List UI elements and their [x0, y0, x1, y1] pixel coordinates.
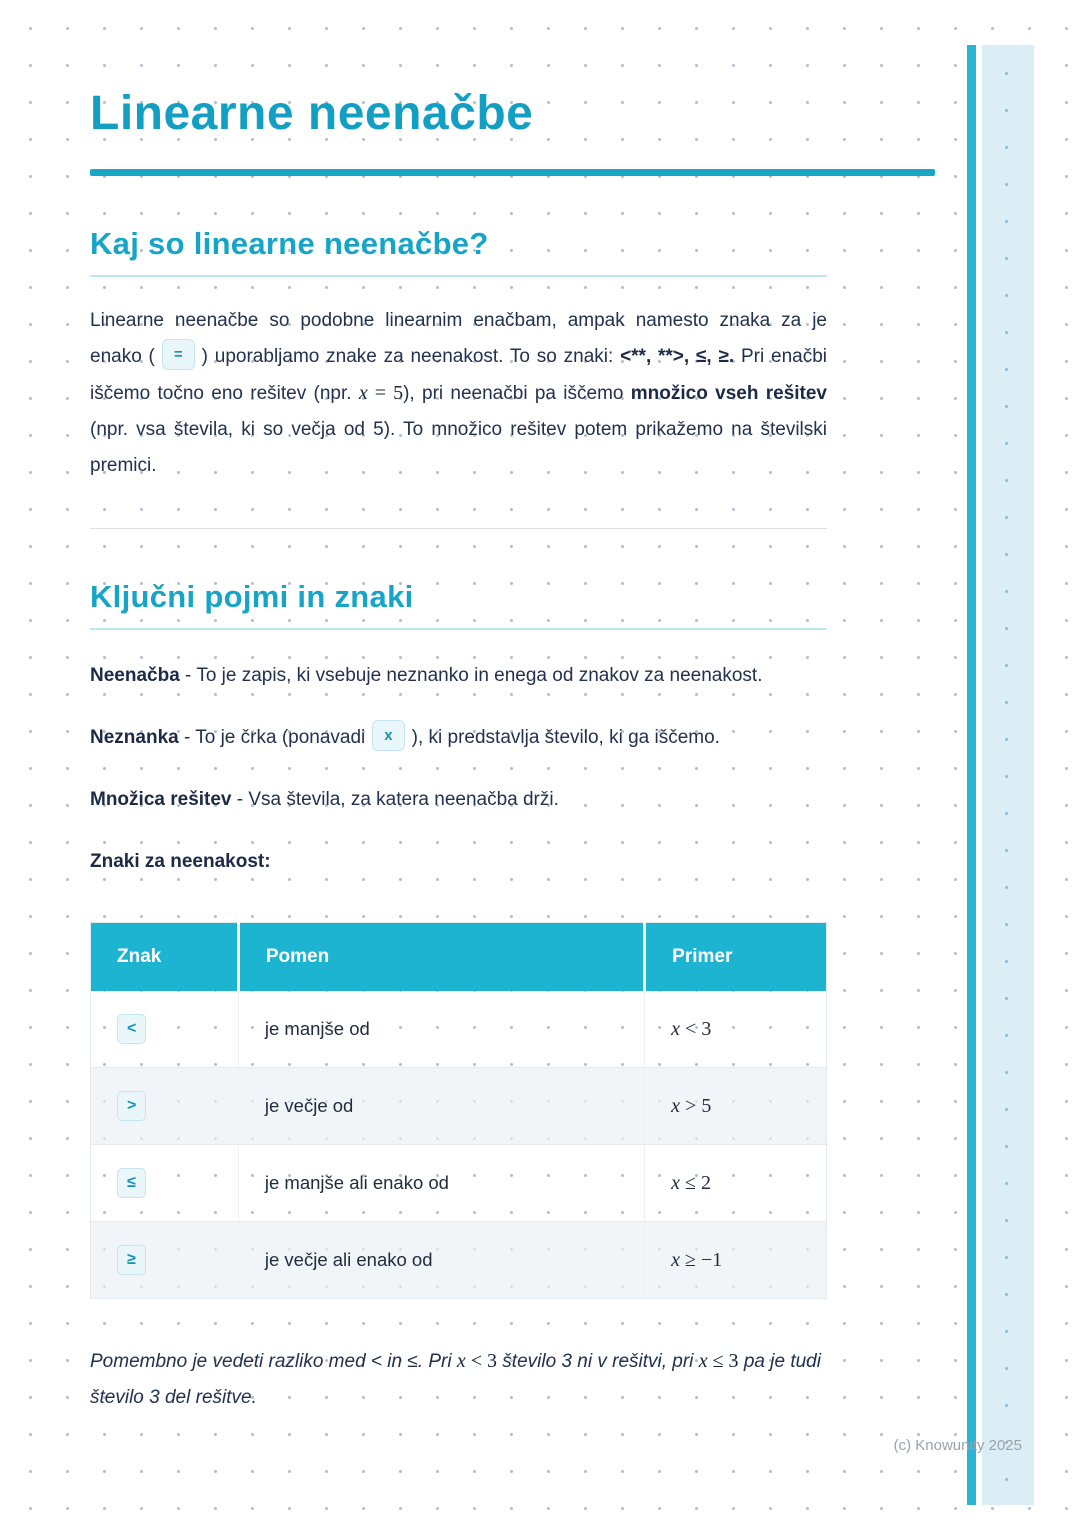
term-mnozica-resitev: Množica rešitev - Vsa števila, za katera neenačba drži. [90, 789, 559, 810]
math-x-equals-5: x = 5 [358, 382, 404, 404]
table-header-row [91, 923, 827, 992]
table-row [91, 1068, 827, 1145]
less-than-chip: < [117, 1014, 146, 1044]
intro-text-3: Pri enačbi iščemo točno eno rešitev (npr. [90, 346, 827, 404]
greater-equal-chip: ≥ [117, 1245, 146, 1275]
intro-text-4: ), pri neenačbi pa iščemo [403, 383, 631, 404]
intro-text-2: ) uporabljamo znake za neenakost. To so znaki: [201, 346, 621, 367]
right-decoration-band [982, 45, 1034, 1505]
signs-list-label: Znaki za neenakost: [90, 851, 271, 872]
math-x-lessequal-3: x ≤ 3 [698, 1350, 739, 1372]
intro-text-1: Linearne neenačbe so podobne linearnim enačbam, ampak namesto znaka za je enako ( [90, 310, 827, 367]
cell-primer: x < 3 [645, 991, 827, 1068]
section-key-terms [90, 579, 827, 1416]
cell-pomen: je večje od [238, 1068, 644, 1145]
table-header-znak: Znak [91, 923, 239, 992]
term-neenacba-label: Neenačba [90, 665, 180, 686]
inequality-signs-table [90, 922, 827, 1299]
table-header-primer: Primer [645, 923, 827, 992]
term-neenacba: Neenačba - To je zapis, ki vsebuje neznanko in enega od znakov za neenakost. [90, 665, 763, 686]
term-neznanka: Neznanka - To je črka (ponavadi x ), ki predstavlja število, ki ga iščemo. [90, 720, 827, 756]
section-intro [90, 226, 827, 484]
cell-pomen: je večje ali enako od [238, 1222, 644, 1299]
greater-than-chip: > [117, 1091, 146, 1121]
table-row [91, 1222, 827, 1299]
inequality-signs-bold: <**, **>, ≤, ≥. [620, 346, 735, 367]
math-x-less-3: x < 3 [456, 1350, 498, 1372]
cell-primer: x ≥ −1 [645, 1222, 827, 1299]
content-column [90, 86, 827, 1416]
equals-sign-chip: = [162, 339, 195, 370]
section-divider [90, 528, 827, 529]
term-neznanka-label: Neznanka [90, 727, 179, 748]
less-equal-chip: ≤ [117, 1168, 146, 1198]
right-accent-bar [967, 45, 976, 1505]
x-variable-chip: x [372, 720, 404, 751]
table-row [91, 1145, 827, 1222]
cell-znak [91, 1068, 239, 1145]
cell-znak [91, 1145, 239, 1222]
intro-paragraph [90, 303, 827, 484]
heading-underline [90, 628, 827, 630]
copyright-notice: (c) Knowunity 2025 [893, 1437, 1022, 1454]
table-row [91, 991, 827, 1068]
cell-pomen: je manjše od [238, 991, 644, 1068]
page-title: Linearne neenačbe [90, 87, 534, 140]
section-heading-key-terms: Ključni pojmi in znaki [90, 579, 414, 614]
cell-primer: x > 5 [645, 1068, 827, 1145]
important-note: Pomembno je vedeti razliko med < in ≤. Pri x < 3 število 3 ni v rešitvi, pri x ≤ 3 pa je tudi število 3 del rešitve. [90, 1350, 821, 1408]
intro-text-5: (npr. vsa števila, ki so večja od 5). To množico rešitev potem prikažemo na številski premici. [90, 419, 827, 476]
section-heading-intro: Kaj so linearne neenačbe? [90, 226, 489, 261]
cell-pomen: je manjše ali enako od [238, 1145, 644, 1222]
term-mnozica-label: Množica rešitev [90, 789, 232, 810]
cell-znak [91, 1222, 239, 1299]
heading-underline [90, 275, 827, 277]
cell-znak [91, 991, 239, 1068]
cell-primer: x ≤ 2 [645, 1145, 827, 1222]
table-header-pomen: Pomen [238, 923, 644, 992]
title-rule [90, 169, 935, 176]
solution-set-bold: množico vseh rešitev [630, 383, 827, 404]
